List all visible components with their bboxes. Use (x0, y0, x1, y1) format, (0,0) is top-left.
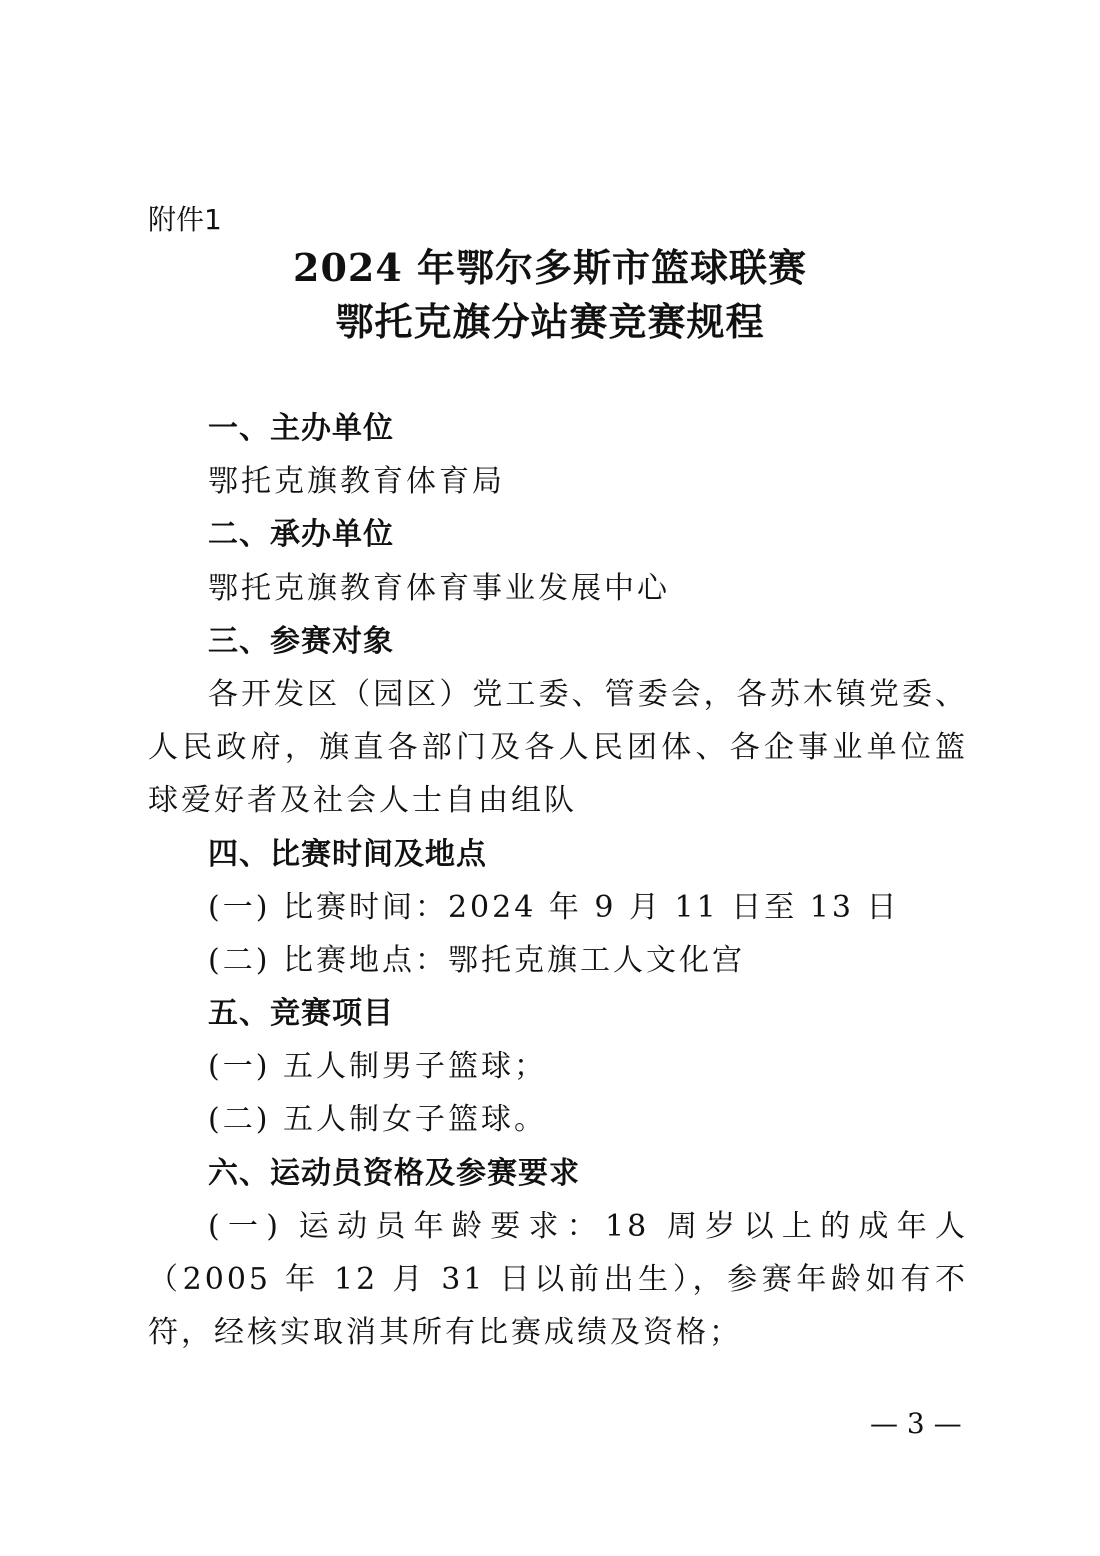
section-text-participants: 各开发区（园区）党工委、管委会，各苏木镇党委、人民政府，旗直各部门及各人民团体、各企事业单位篮球爱好者及社会人士自由组队 (148, 676, 968, 819)
attachment-label: 附件1 (148, 203, 222, 236)
section-heading-participants: 三、参赛对象 (208, 623, 394, 659)
section-heading-time-location: 四、比赛时间及地点 (208, 836, 487, 872)
section-text-age-requirement: (一) 运动员年龄要求：18 周岁以上的成年人（2005 年 12 月 31 日以前出生），参赛年龄如有不符，经核实取消其所有比赛成绩及资格； (148, 1208, 968, 1351)
list-item-match-location: (二) 比赛地点：鄂托克旗工人文化宫 (208, 942, 745, 978)
section-heading-eligibility: 六、运动员资格及参赛要求 (208, 1155, 580, 1191)
list-item-match-time: (一) 比赛时间：2024 年 9 月 11 日至 13 日 (208, 889, 900, 925)
section-heading-undertaker: 二、承办单位 (208, 517, 394, 553)
section-text-organizer: 鄂托克旗教育体育局 (208, 464, 505, 500)
section-text-undertaker: 鄂托克旗教育体育事业发展中心 (208, 570, 670, 606)
document-title-line2: 鄂托克旗分站赛竞赛规程 (335, 299, 765, 344)
section-heading-events: 五、竞赛项目 (208, 996, 394, 1032)
list-item-mens-basketball: (一) 五人制男子篮球； (208, 1049, 547, 1085)
document-body (148, 402, 968, 1359)
section-heading-organizer: 一、主办单位 (208, 411, 394, 446)
page-number: — 3 — (870, 1407, 962, 1440)
list-item-womens-basketball: (二) 五人制女子篮球。 (208, 1102, 547, 1138)
document-title-line1: 2024 年鄂尔多斯市篮球联赛 (293, 245, 807, 290)
